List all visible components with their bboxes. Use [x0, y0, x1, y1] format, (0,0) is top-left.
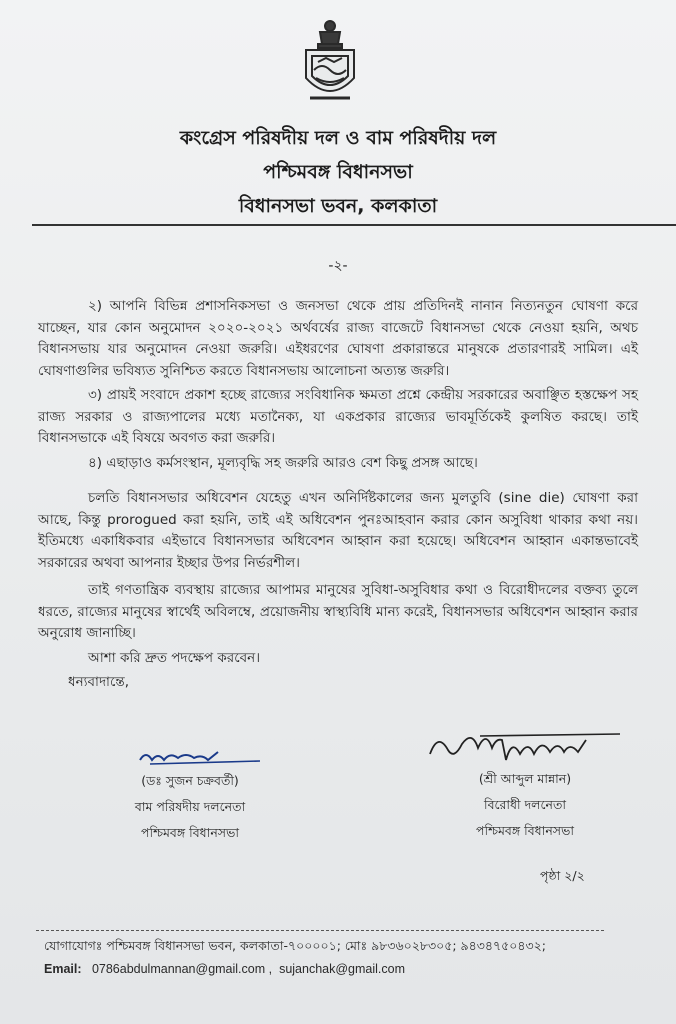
- signatory-left-title: বাম পরিষদীয় দলনেতা: [134, 799, 246, 814]
- footer-divider: [36, 930, 604, 931]
- assembly-emblem-icon: [296, 14, 364, 106]
- signatory-right-title: বিরোধী দলনেতা: [484, 797, 566, 812]
- email-label: Email:: [44, 962, 82, 976]
- paragraph-point-2: ২) আপনি বিভিন্ন প্রশাসনিকসভা ও জনসভা থেকে প্রায় প্রতিদিনই নানান নিত্যনতুন ঘোষণা করে যাচ্ছেন, যার কোন অনুমোদন ২০২০-২০২১ অর্থবর্ষের রাজ্য বাজেটে বিধানসভা থেকে নেওয়া হয়নি, অথচ বিধানসভায় যার অনুমোদন নেওয়া জরুরি। এইধরণের ঘোষণা প্রকারান্তরে মানুষকে প্রতারণারই সামিল। এই ঘোষণাগুলির ভবিষ্যত সুনিশ্চিত করতে বিধানসভায় আলোচনা অত্যন্ত জরুরি।: [38, 298, 638, 379]
- signatory-left-org: পশ্চিমবঙ্গ বিধানসভা: [141, 825, 239, 840]
- paragraph-point-3: ৩) প্রায়ই সংবাদে প্রকাশ হচ্ছে রাজ্যের সংবিধানিক ক্ষমতা প্রশ্নে কেন্দ্রীয় সরকারের অবাঞ্ছিত হস্তক্ষেপ সহ রাজ্য সরকার ও রাজ্যপালের মধ্যে মতানৈক্য, যা একপ্রকার রাজ্যের ভাবমূর্তিকেই কুলষিত করছে। তাই বিধানসভাকে এই বিষয়ে অবগত করা জরুরি।: [38, 387, 638, 446]
- paragraph-closing: আশা করি দ্রুত পদক্ষেপ করবেন।: [88, 649, 261, 666]
- email-link-mannan[interactable]: 0786abdulmannan@gmail.com: [91, 962, 266, 976]
- footer-contact: যোগাযোগঃ পশ্চিমবঙ্গ বিধানসভা ভবন, কলকাতা-৭০০০০১; মোঃ ৯৮৩৬০২৮৩০৫; ৯৪৩৪৭৫০৪৩২;: [44, 938, 546, 953]
- header-assembly: পশ্চিমবঙ্গ বিধানসভা: [263, 161, 413, 183]
- email-separator: ,: [268, 962, 273, 976]
- header-address: বিধানসভা ভবন, কলকাতা: [238, 195, 438, 217]
- signature-right-icon: [420, 726, 630, 766]
- page-marker: -২-: [328, 258, 348, 274]
- signature-left-icon: [110, 746, 270, 768]
- signatory-right-org: পশ্চিমবঙ্গ বিধানসভা: [476, 823, 574, 838]
- email-link-sujan[interactable]: sujanchak@gmail.com: [279, 962, 406, 976]
- paragraph-request: তাই গণতান্ত্রিক ব্যবস্থায় রাজ্যের আপামর মানুষের সুবিধা-অসুবিধার কথা ও বিরোধীদলের বক্তব্য তুলে ধরতে, রাজ্যের মানুষের স্বার্থেই অবিলম্বে, প্রয়োজনীয় স্বাস্থ্যবিধি মান্য করেই, বিধানসভার অধিবেশন আহ্বান করার অনুরোধ জানাচ্ছি।: [38, 582, 638, 641]
- header-party-line: কংগ্রেস পরিষদীয় দল ও বাম পরিষদীয় দল: [179, 127, 497, 149]
- signatory-left: [100, 746, 280, 846]
- page-number: পৃষ্ঠা ২/২: [540, 868, 585, 883]
- footer-email-line: [44, 962, 405, 976]
- paragraph-session: চলতি বিধানসভার অধিবেশন যেহেতু এখন অনির্দিষ্টকালের জন্য মুলতুবি (sine die) ঘোষণা করা আছে, কিন্তু prorogued করা হয়নি, তাই এই অধিবেশন পুনঃআহবান করার কোন অসুবিধা থাকার কথা নয়। ইতিমধ্যে একাধিকবার এইভাবে বিধানসভার অধিবেশন আহ্বান করা হয়েছে। অধিবেশন আহ্বান একান্তভাবেই সরকারের অথবা আপনার ইচ্ছার উপর নির্ভরশীল।: [38, 490, 638, 571]
- signatory-left-name: (ডঃ সুজন চক্রবর্তী): [141, 773, 239, 788]
- signatory-right-name: (শ্রী আব্দুল মান্নান): [478, 771, 572, 786]
- paragraph-point-4: ৪) এছাড়াও কর্মসংস্থান, মূল্যবৃদ্ধি সহ জরুরি আরও বেশ কিছু প্রসঙ্গ আছে।: [88, 454, 478, 471]
- letter-body: [38, 296, 638, 697]
- header-divider: [32, 224, 676, 226]
- signatory-right: [420, 726, 630, 844]
- paragraph-thanks: ধন্যবাদান্তে,: [68, 674, 129, 690]
